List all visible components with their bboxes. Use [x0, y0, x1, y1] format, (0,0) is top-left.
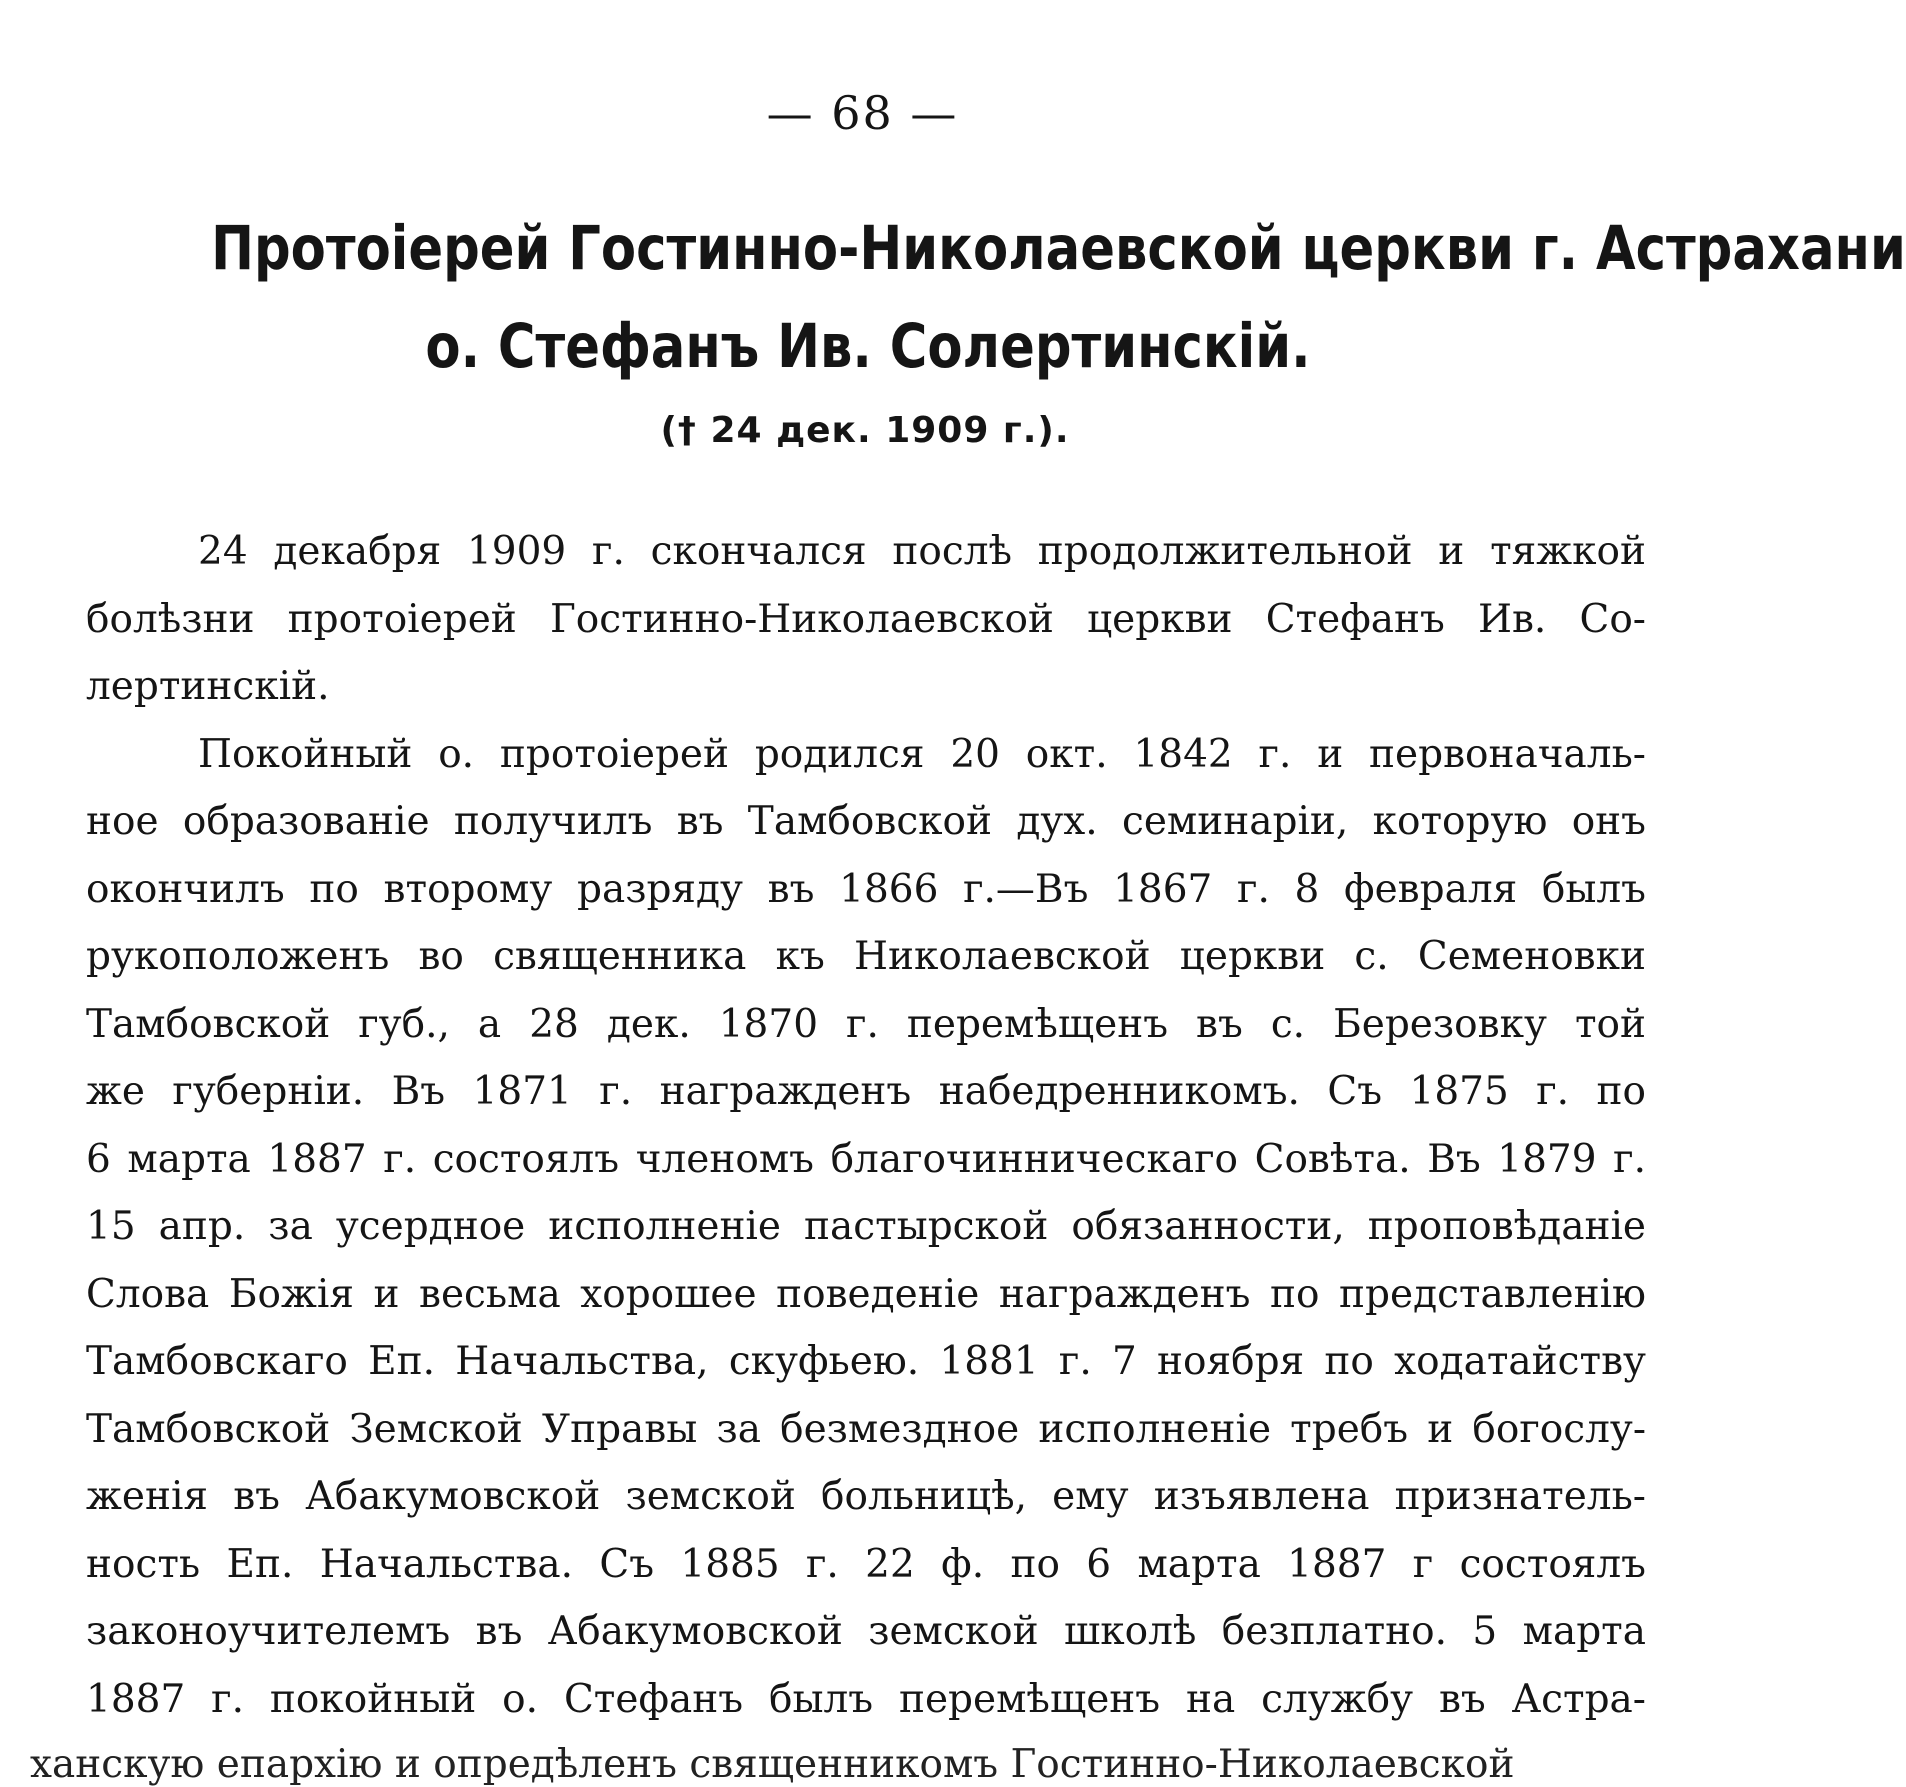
text-line: же губерніи. Въ 1871 г. награжденъ набедренникомъ. Съ 1875 г. по [86, 1069, 1646, 1114]
cropped-text-line [30, 1742, 1684, 1787]
article-title [211, 200, 1906, 396]
text-line: рукоположенъ во священника къ Николаевской церкви с. Семеновки [86, 934, 1646, 979]
page-number: — 68 — [766, 86, 959, 140]
text-line: Тамбовскаго Еп. Начальства, скуфьею. 1881 г. 7 ноября по ходатайству [86, 1339, 1646, 1384]
text-line: 6 марта 1887 г. состоялъ членомъ благочинническаго Совѣта. Въ 1879 г. [86, 1136, 1646, 1182]
text-line: Тамбовской Земской Управы за безмездное исполненіе требъ и богослу- [86, 1406, 1646, 1452]
title-line-2: о. Стефанъ Ив. Солертинскій. [425, 311, 1311, 382]
text-line: 24 декабря 1909 г. скончался послѣ продолжительной и тяжкой [198, 529, 1646, 574]
text-line: окончилъ по второму разряду въ 1866 г.—Въ 1867 г. 8 февраля былъ [86, 866, 1646, 912]
text-line: Покойный о. протоіерей родился 20 окт. 1842 г. и первоначаль- [198, 731, 1646, 777]
title-line-1: Протоіерей Гостинно-Николаевской церкви г. Астрахани [211, 213, 1906, 284]
death-date: († 24 дек. 1909 г.). [660, 410, 1070, 451]
text-line: Тамбовской губ., а 28 дек. 1870 г. перемѣщенъ въ с. Березовку той [86, 1001, 1646, 1047]
text-line: лертинскій. [86, 664, 330, 709]
text-line: 1887 г. покойный о. Стефанъ былъ перемѣщенъ на службу въ Астра- [86, 1676, 1646, 1722]
text-line: Слова Божія и весьма хорошее поведеніе награжденъ по представленію [86, 1271, 1646, 1317]
cropped-text-fragment: ханскую епархію и опредѣленъ священникомъ Гостинно-Николаевской [30, 1742, 1515, 1787]
article-body [86, 518, 1646, 1733]
text-line: законоучителемъ въ Абакумовской земской школѣ безплатно. 5 марта [86, 1609, 1646, 1654]
text-line: женія въ Абакумовской земской больницѣ, ему изъявлена признатель- [86, 1474, 1646, 1519]
text-line: ное образованіе получилъ въ Тамбовской дух. семинаріи, которую онъ [86, 799, 1646, 844]
text-line: болѣзни протоіерей Гостинно-Николаевской церкви Стефанъ Ив. Со- [86, 596, 1646, 642]
text-line: 15 апр. за усердное исполненіе пастырской обязанности, проповѣданіе [86, 1204, 1646, 1249]
text-line: ность Еп. Начальства. Съ 1885 г. 22 ф. по 6 марта 1887 г состоялъ [86, 1541, 1646, 1587]
